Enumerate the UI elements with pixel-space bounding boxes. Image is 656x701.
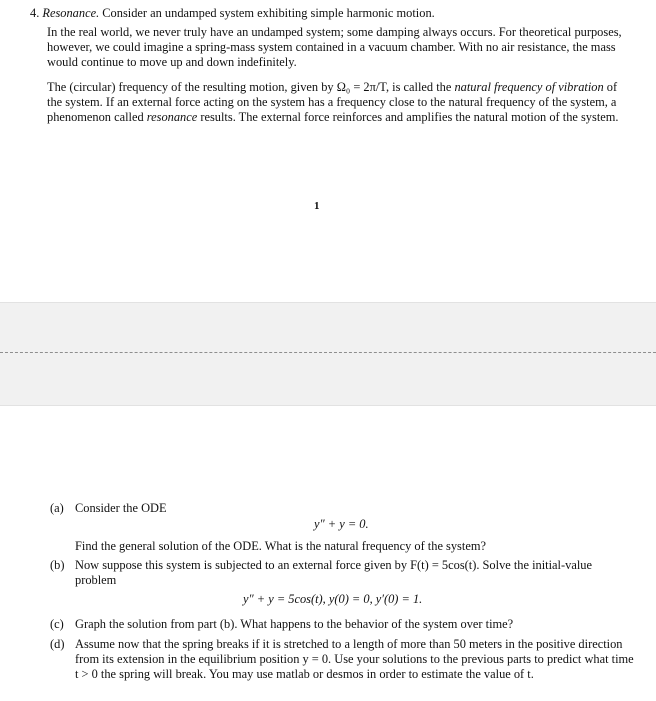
- problem-title: Resonance.: [42, 6, 100, 20]
- frequency-text-c: results. The external force reinforces and amplifies the natural motion of the system.: [197, 110, 619, 124]
- resonance-term: resonance: [146, 110, 198, 124]
- part-d-label: (d): [50, 637, 65, 651]
- frequency-text-a: The (circular) frequency of the resulting motion, given by Ω₀ = 2π/T, is called the: [47, 80, 455, 94]
- part-d-text: Assume now that the spring breaks if it is stretched to a length of more than 50 meters in the positive direction from its extension in the equilibrium position y = 0. Use your solutions to the previous parts to predict what time t > 0 the spring will break. You may use matlab or desmos in order to estimate the value of t.: [75, 637, 634, 681]
- part-c-text: Graph the solution from part (b). What happens to the behavior of the system over time?: [75, 617, 514, 631]
- part-a-text: Consider the ODE: [75, 501, 167, 515]
- page-break-divider: [0, 352, 656, 353]
- problem-intro: Consider an undamped system exhibiting simple harmonic motion.: [102, 6, 435, 20]
- part-a-equation: y″ + y = 0.: [314, 517, 369, 531]
- paragraph-damping: In the real world, we never truly have an undamped system; some damping always occurs. For theoretical purposes, however, we could imagine a spring-mass system contained in a vacuum chamber. With no air resistance, the mass would continue to move up and down indefinitely.: [47, 25, 622, 69]
- part-b-label: (b): [50, 558, 65, 572]
- page-number: 1: [314, 200, 320, 212]
- natural-frequency-term: natural frequency of vibration: [454, 80, 604, 94]
- part-b-equation: y″ + y = 5cos(t), y(0) = 0, y′(0) = 1.: [243, 592, 423, 606]
- problem-number: 4.: [30, 6, 40, 20]
- part-b-text: Now suppose this system is subjected to an external force given by F(t) = 5cos(t). Solve the initial-value problem: [75, 558, 592, 587]
- frequency-text-b: of the system. If an external force acting on the system has a frequency close to the natural frequency of the system, a phenomenon called: [47, 80, 618, 124]
- paragraph-frequency: [47, 80, 635, 125]
- part-a-question: Find the general solution of the ODE. What is the natural frequency of the system?: [75, 539, 486, 553]
- problem-header: [30, 6, 640, 21]
- part-a-label: (a): [50, 501, 64, 515]
- page-break: [0, 302, 656, 406]
- part-c-label: (c): [50, 617, 64, 631]
